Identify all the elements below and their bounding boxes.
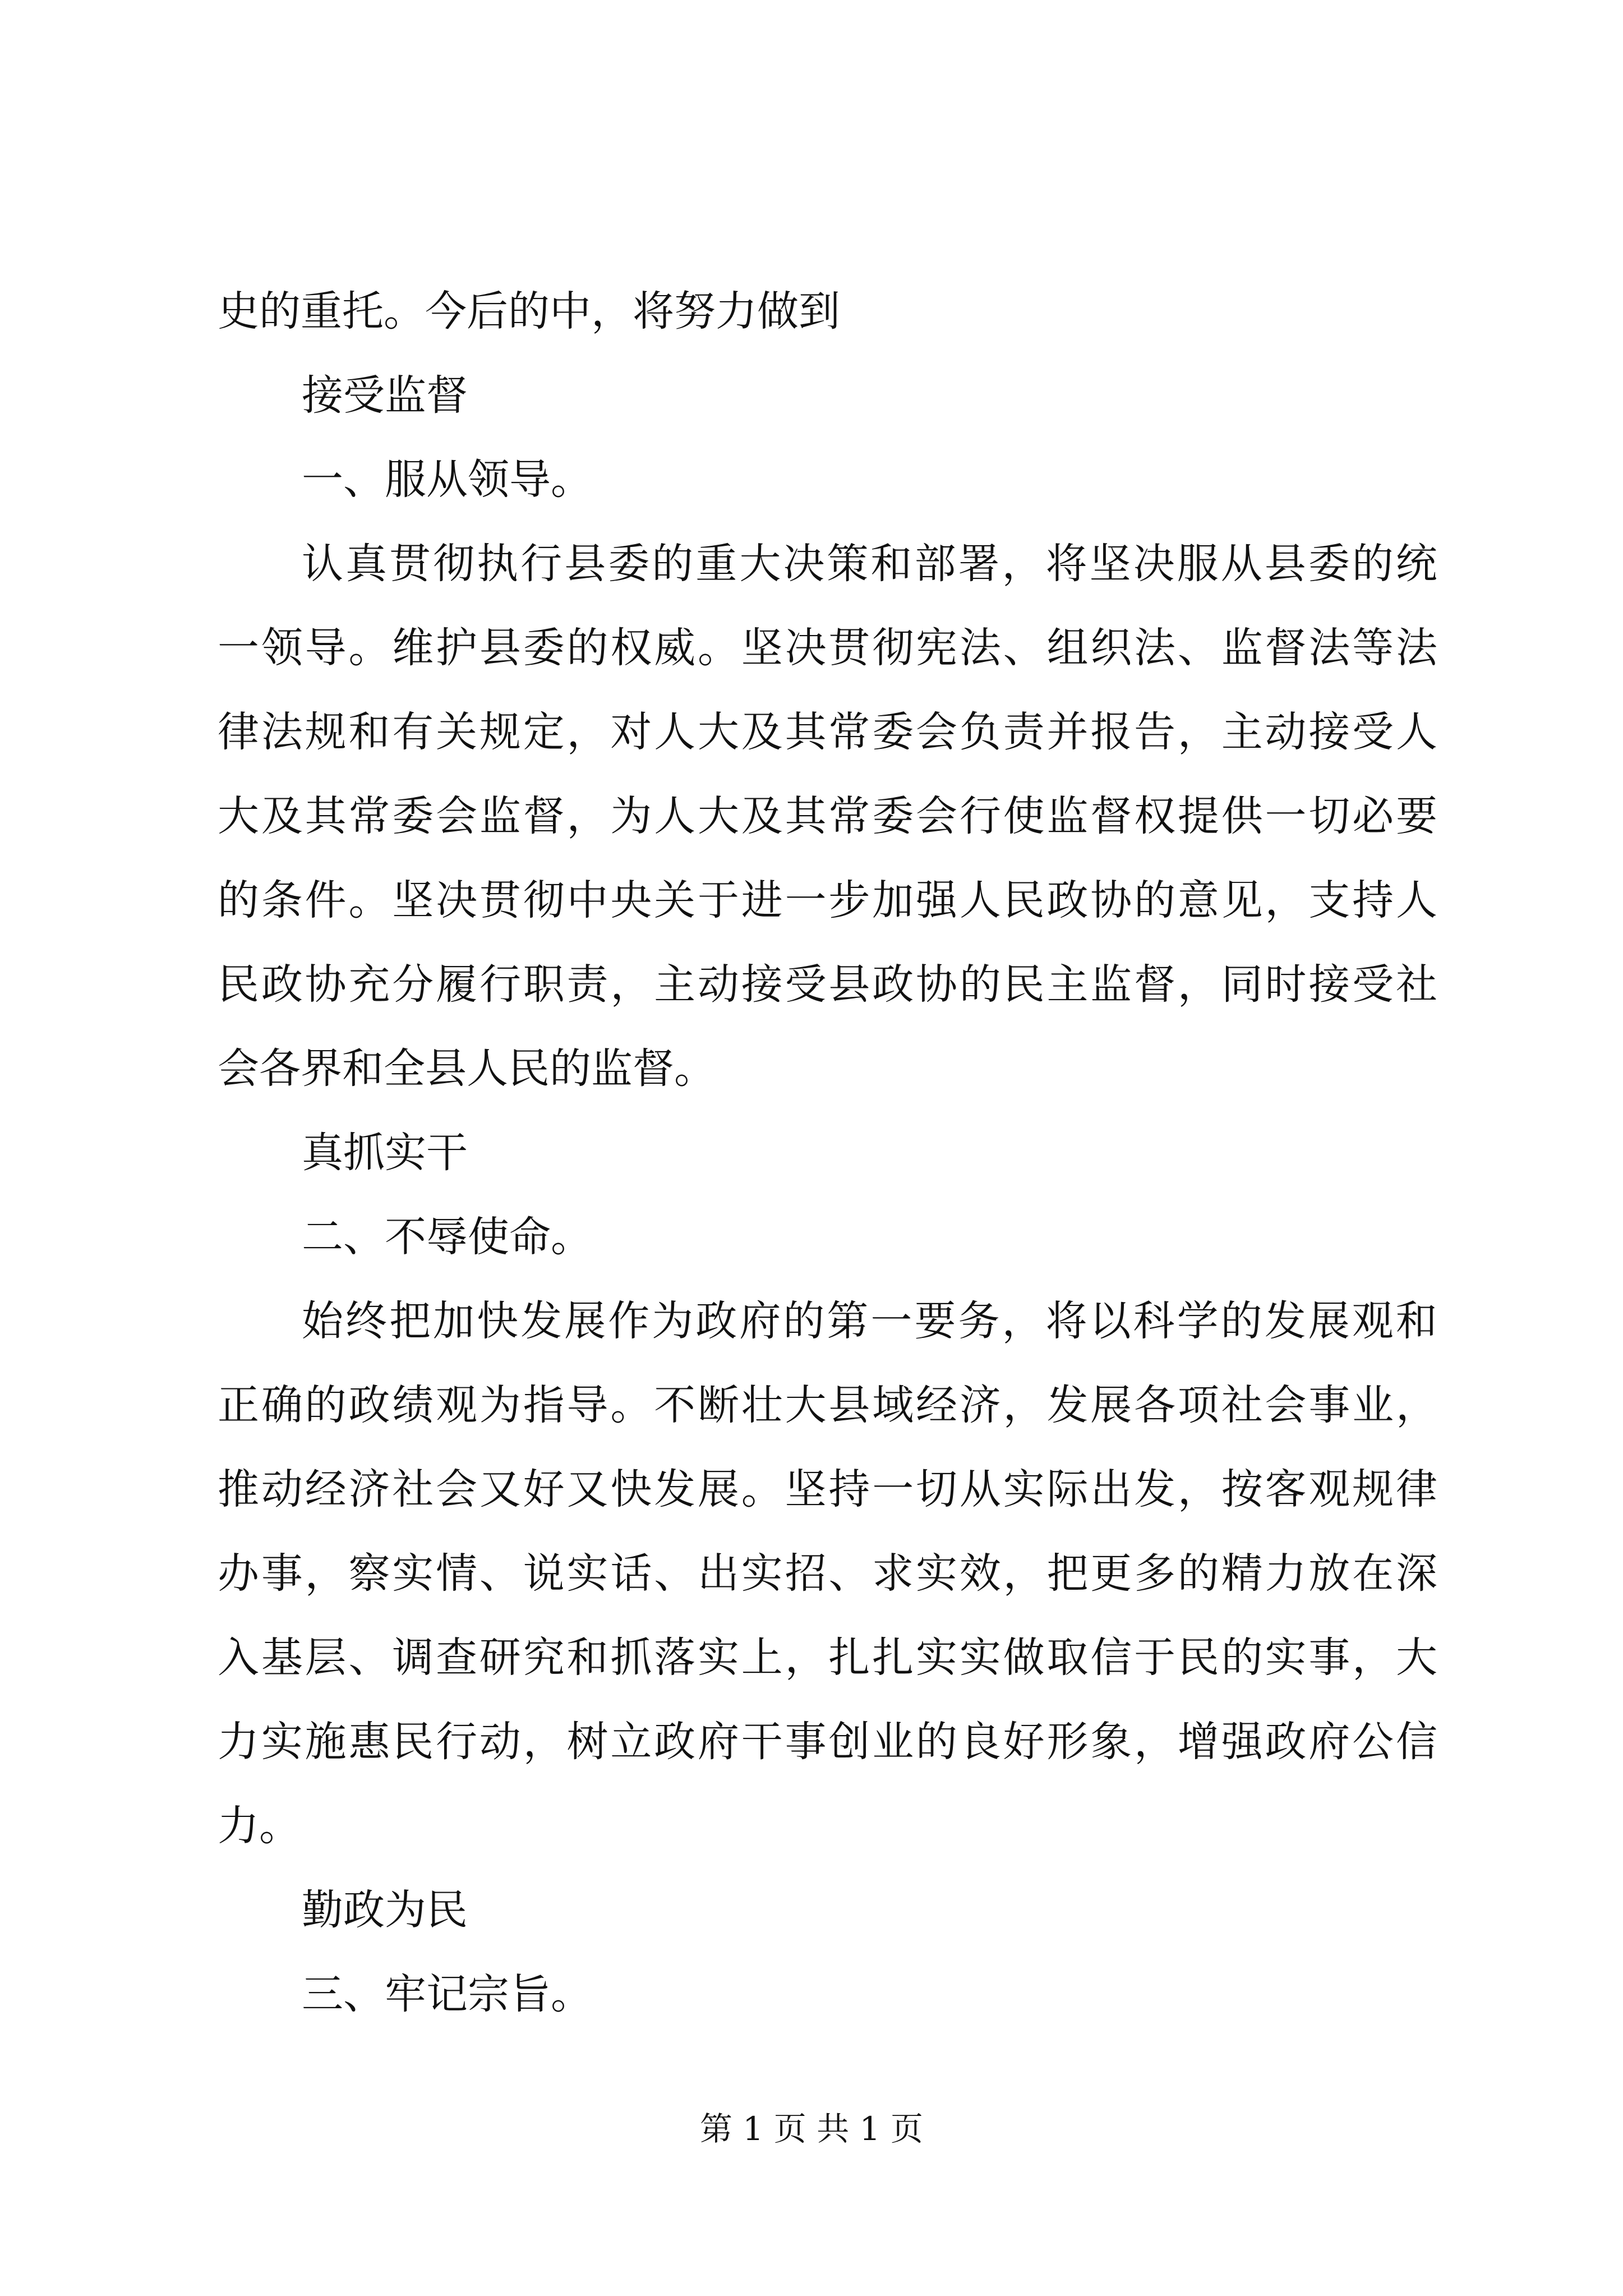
page-footer: 第 1 页 共 1 页 — [700, 2110, 923, 2148]
text-line: 接受监督 — [302, 371, 468, 420]
text-line: 推 动 经 济 社 会 又 好 又 快 发 展 。 坚 持 一 切 从 实 际 出 发 ， 按 客 观 规 律 — [218, 1465, 1437, 1513]
text-line: 史的重托。今后的中，将努力做到 — [218, 287, 840, 335]
text-line: 勤政为民 — [302, 1886, 468, 1934]
text-line: 力 实 施 惠 民 行 动 ， 树 立 政 府 干 事 创 业 的 良 好 形 象 ， 增 强 政 府 公 信 — [218, 1718, 1437, 1766]
text-line: 会各界和全县人民的监督。 — [218, 1045, 716, 1093]
text-line: 真抓实干 — [302, 1129, 468, 1177]
text-line: 入 基 层 、 调 查 研 究 和 抓 落 实 上 ， 扎 扎 实 实 做 取 信 于 民 的 实 事 ， 大 — [218, 1634, 1437, 1682]
text-line: 始 终 把 加 快 发 展 作 为 政 府 的 第 一 要 务 ， 将 以 科 学 的 发 展 观 和 — [302, 1297, 1437, 1345]
text-line: 律 法 规 和 有 关 规 定 ， 对 人 大 及 其 常 委 会 负 责 并 报 告 ， 主 动 接 受 人 — [218, 708, 1437, 756]
text-line: 二、不辱使命。 — [302, 1213, 592, 1261]
text-line: 三、牢记宗旨。 — [302, 1970, 592, 2018]
text-line: 的 条 件 。 坚 决 贯 彻 中 央 关 于 进 一 步 加 强 人 民 政 协 的 意 见 ， 支 持 人 — [218, 876, 1437, 924]
text-line: 办 事 ， 察 实 情 、 说 实 话 、 出 实 招 、 求 实 效 ， 把 更 多 的 精 力 放 在 深 — [218, 1549, 1437, 1598]
text-line: 力。 — [218, 1802, 301, 1850]
text-line: 正 确 的 政 绩 观 为 指 导 。 不 断 壮 大 县 域 经 济 ， 发 展 各 项 社 会 事 业 ， — [218, 1381, 1437, 1429]
text-line: 一、服从领导。 — [302, 455, 592, 504]
text-line: 一 领 导 。 维 护 县 委 的 权 威 。 坚 决 贯 彻 宪 法 、 组 织 法 、 监 督 法 等 法 — [218, 624, 1437, 672]
document-body — [218, 269, 1437, 2036]
text-line: 民 政 协 充 分 履 行 职 责 ， 主 动 接 受 县 政 协 的 民 主 监 督 ， 同 时 接 受 社 — [218, 960, 1437, 1009]
text-line: 大 及 其 常 委 会 监 督 ， 为 人 大 及 其 常 委 会 行 使 监 督 权 提 供 一 切 必 要 — [218, 792, 1437, 840]
text-line: 认 真 贯 彻 执 行 县 委 的 重 大 决 策 和 部 署 ， 将 坚 决 服 从 县 委 的 统 — [302, 540, 1437, 588]
